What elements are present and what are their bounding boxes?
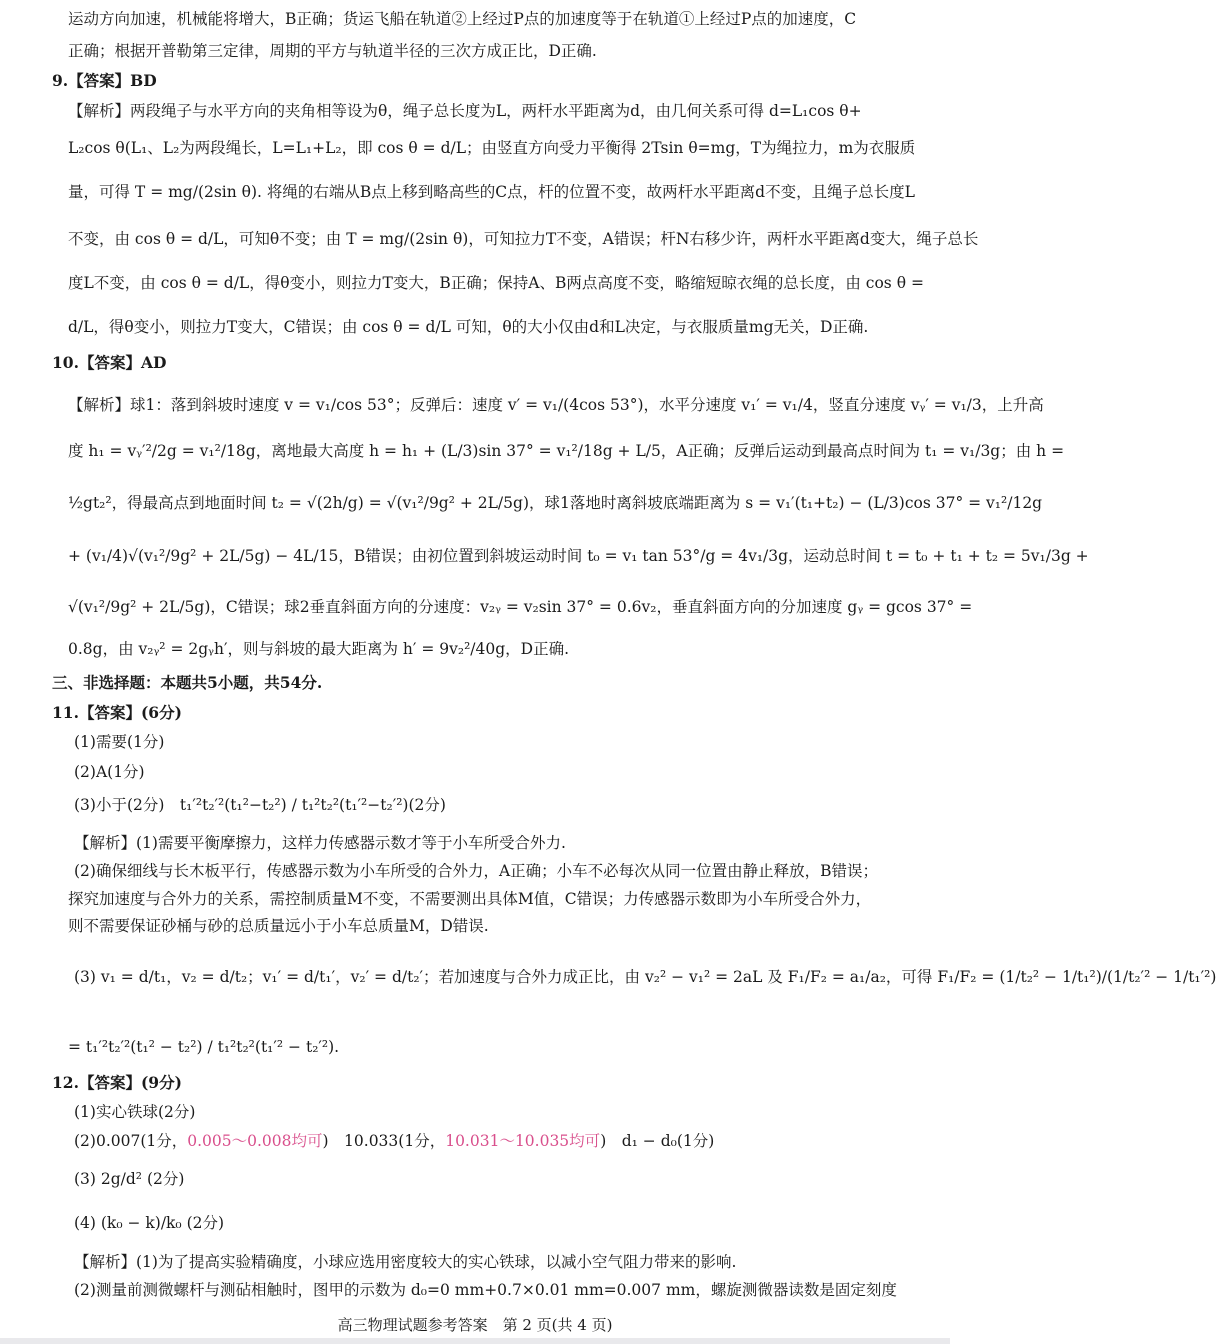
text-line: d/L，得θ变小，则拉力T变大，C错误；由 cos θ = d/L 可知，θ的大小仅由d和L决定，与衣服质量mg无关，D正确. [68, 318, 869, 336]
q12-2-part-b: ) 10.033(1分， [322, 1132, 446, 1150]
text-line: (2)确保细线与长木板平行，传感器示数为小车所受的合外力，A正确；小车不必每次从同一位置由静止释放，B错误； [74, 862, 879, 880]
text-line: 【解析】(1)需要平衡摩擦力，这样力传感器示数才等于小车所受合外力. [74, 834, 566, 852]
section-heading: 三、非选择题：本题共5小题，共54分. [52, 673, 323, 692]
text-line: 0.8g，由 v₂ᵧ² = 2gᵧh′，则与斜坡的最大距离为 h′ = 9v₂²/40g，D正确. [68, 640, 570, 658]
q12-2-part-c: ) d₁ − d₀(1分) [600, 1132, 715, 1150]
text-line: = t₁′²t₂′²(t₁² − t₂²) / t₁²t₂²(t₁′² − t₂′²). [68, 1038, 340, 1056]
q12-2-part-a: (2)0.007(1分， [74, 1132, 188, 1150]
q10-answer: 10.【答案】AD [52, 353, 167, 372]
text-line: 正确；根据开普勒第三定律，周期的平方与轨道半径的三次方成正比，D正确. [68, 42, 597, 60]
text-line: 【解析】两段绳子与水平方向的夹角相等设为θ，绳子总长度为L，两杆水平距离为d，由几何关系可得 d=L₁cos θ+ [68, 102, 862, 120]
text-line: (1)实心铁球(2分) [74, 1103, 196, 1121]
q12-2-range-1: 0.005～0.008均可 [187, 1132, 323, 1150]
text-line: (3) v₁ = d/t₁，v₂ = d/t₂；v₁′ = d/t₁′，v₂′ = d/t₂′；若加速度与合外力成正比，由 v₂² − v₁² = 2aL 及 F₁/F₂ = a₁/a₂，可得 F₁/F₂ = (1/t₂² − 1/t₁²)/(1/t₂′² − 1/t₁′²) [74, 968, 1216, 986]
text-line: 运动方向加速，机械能将增大，B正确；货运飞船在轨道②上经过P点的加速度等于在轨道①上经过P点的加速度，C [68, 10, 857, 28]
q9-answer: 9.【答案】BD [52, 71, 157, 90]
text-line: L₂cos θ(L₁、L₂为两段绳长，L=L₁+L₂，即 cos θ = d/L；由竖直方向受力平衡得 2Tsin θ=mg，T为绳拉力，m为衣服质 [68, 139, 916, 157]
text-line: (2)A(1分) [74, 763, 145, 781]
q11-answer: 11.【答案】(6分) [52, 703, 182, 722]
text-line: + (v₁/4)√(v₁²/9g² + 2L/5g) − 4L/15，B错误；由初位置到斜坡运动时间 t₀ = v₁ tan 53°/g = 4v₁/3g，运动总时间 t = t₀ + t₁ + t₂ = 5v₁/3g + [68, 547, 1089, 565]
page-footer: 高三物理试题参考答案 第 2 页(共 4 页) [337, 1316, 613, 1334]
text-line: ½gt₂²，得最高点到地面时间 t₂ = √(2h/g) = √(v₁²/9g² + 2L/5g)，球1落地时离斜坡底端距离为 s = v₁′(t₁+t₂) − (L/3)cos 37° = v₁²/12g [68, 494, 1043, 512]
text-line: 则不需要保证砂桶与砂的总质量远小于小车总质量M，D错误. [68, 917, 489, 935]
text-line: 度 h₁ = vᵧ′²/2g = v₁²/18g，离地最大高度 h = h₁ + (L/3)sin 37° = v₁²/18g + L/5，A正确；反弹后运动到最高点时间为 t₁ = v₁/3g；由 h = [68, 442, 1065, 460]
text-line: √(v₁²/9g² + 2L/5g)，C错误；球2垂直斜面方向的分速度：v₂ᵧ = v₂sin 37° = 0.6v₂，垂直斜面方向的分加速度 gᵧ = gcos 37° = [68, 598, 973, 616]
text-line: (3) 2g/d² (2分) [74, 1170, 185, 1188]
bottom-rule [0, 1338, 950, 1344]
text-line: 【解析】球1：落到斜坡时速度 v = v₁/cos 53°；反弹后：速度 v′ = v₁/(4cos 53°)，水平分速度 v₁′ = v₁/4，竖直分速度 vᵧ′ = v₁/3，上升高 [68, 396, 1044, 414]
text-line: (3)小于(2分) t₁′²t₂′²(t₁²−t₂²) / t₁²t₂²(t₁′²−t₂′²)(2分) [74, 796, 446, 814]
text-line: 探究加速度与合外力的关系，需控制质量M不变，不需要测出具体M值，C错误；力传感器示数即为小车所受合外力， [68, 890, 872, 908]
text-line: 度L不变，由 cos θ = d/L，得θ变小，则拉力T变大，B正确；保持A、B两点高度不变，略缩短晾衣绳的总长度，由 cos θ = [68, 274, 924, 292]
text-line: (2)测量前测微螺杆与测砧相触时，图甲的示数为 d₀=0 mm+0.7×0.01 mm=0.007 mm，螺旋测微器读数是固定刻度 [74, 1281, 897, 1299]
text-line [74, 1130, 910, 1152]
q12-answer: 12.【答案】(9分) [52, 1073, 182, 1092]
q12-2-range-2: 10.031～10.035均可 [445, 1132, 601, 1150]
text-line: 量，可得 T = mg/(2sin θ). 将绳的右端从B点上移到略高些的C点，杆的位置不变，故两杆水平距离d不变，且绳子总长度L [68, 183, 915, 201]
text-line: (1)需要(1分) [74, 733, 165, 751]
text-line: 【解析】(1)为了提高实验精确度，小球应选用密度较大的实心铁球，以减小空气阻力带来的影响. [74, 1253, 737, 1271]
text-line: (4) (k₀ − k)/k₀ (2分) [74, 1214, 225, 1232]
text-line: 不变，由 cos θ = d/L，可知θ不变；由 T = mg/(2sin θ)，可知拉力T不变，A错误；杆N右移少许，两杆水平距离d变大，绳子总长 [68, 230, 979, 248]
